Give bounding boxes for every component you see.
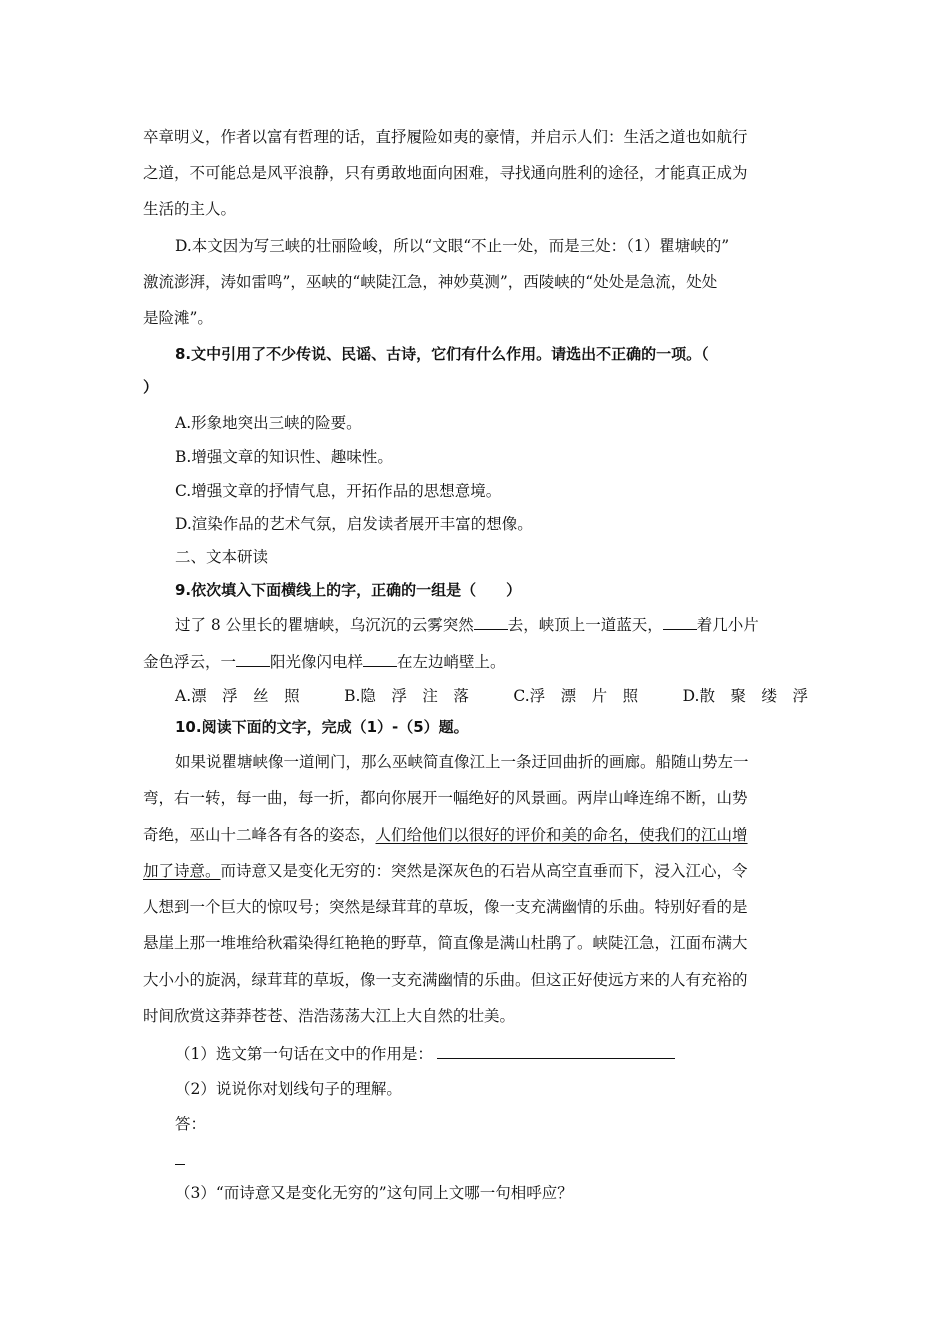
- question-9-option-a: A.漂 浮 丝 照: [175, 687, 300, 705]
- question-9-option-c: C.浮 漂 片 照: [513, 687, 639, 705]
- fill-blank: [236, 652, 270, 667]
- sub-question-3: （3）“而诗意又是变化无穷的”这句同上文哪一句相呼应？: [175, 1184, 573, 1202]
- text-line: 卒章明义，作者以富有哲理的话，直抒履险如夷的豪情，并启示人们：生活之道也如航行: [143, 128, 748, 146]
- question-9-title: 9.依次填入下面横线上的字，正确的一组是（ ）: [175, 581, 522, 599]
- answer-rule: [175, 1164, 185, 1165]
- sub-question-2: （2）说说你对划线句子的理解。: [175, 1080, 402, 1098]
- question-9-option-b: B.隐 浮 注 落: [344, 687, 469, 705]
- section-heading: 二、文本研读: [175, 548, 269, 566]
- passage-line: 奇绝，巫山十二峰各有各的姿态，人们给他们以很好的评价和美的命名，使我们的江山增: [143, 826, 748, 844]
- question-8-option-a: A.形象地突出三峡的险要。: [175, 414, 362, 432]
- underlined-sentence: 加了诗意。: [143, 862, 221, 880]
- passage-line: 大小小的旋涡，绿茸茸的草坂，像一支充满幽情的乐曲。但这正好使远方来的人有充裕的: [143, 971, 748, 989]
- text-line: 是险滩”。: [143, 309, 213, 327]
- passage-line: 加了诗意。而诗意又是变化无穷的：突然是深灰色的石岩从高空直垂而下，浸入江心，令: [143, 862, 748, 880]
- question-8-option-d: D.渲染作品的艺术气氛，启发读者展开丰富的想像。: [175, 515, 533, 533]
- question-8-option-b: B.增强文章的知识性、趣味性。: [175, 448, 393, 466]
- question-8-title: 8.文中引用了不少传说、民谣、古诗，它们有什么作用。请选出不正确的一项。（: [175, 345, 709, 363]
- question-9-passage-line: 过了 8 公里长的瞿塘峡，乌沉沉的云雾突然 去，峡顶上一道蓝天， 着几小片: [175, 616, 759, 634]
- text-line: 激流澎湃，涛如雷鸣”，巫峡的“峡陡江急，神妙莫测”，西陵峡的“处处是急流，处处: [143, 273, 718, 291]
- fill-blank: [663, 615, 697, 630]
- question-9-option-d: D.散 聚 缕 浮: [682, 687, 808, 705]
- underlined-sentence: 人们给他们以很好的评价和美的命名，使我们的江山增: [375, 826, 748, 844]
- passage-line: 时间欣赏这莽莽苍苍、浩浩荡荡大江上大自然的壮美。: [143, 1007, 516, 1025]
- question-8-title-end: ）: [143, 378, 159, 396]
- fill-blank: [474, 615, 508, 630]
- text-line: 之道，不可能总是风平浪静，只有勇敢地面向困难，寻找通向胜利的途径，才能真正成为: [143, 164, 748, 182]
- answer-line: [437, 1043, 675, 1059]
- question-9-options: [175, 685, 840, 707]
- passage-line: 悬崖上那一堆堆给秋霜染得红艳艳的野草，简直像是满山杜鹃了。峡陡江急，江面布满大: [143, 934, 748, 952]
- passage-line: 人想到一个巨大的惊叹号；突然是绿茸茸的草坂，像一支充满幽情的乐曲。特别好看的是: [143, 898, 748, 916]
- passage-line: 弯，右一转，每一曲，每一折，都向你展开一幅绝好的风景画。两岸山峰连绵不断，山势: [143, 789, 748, 807]
- passage-line: 如果说瞿塘峡像一道闸门，那么巫峡简直像江上一条迂回曲折的画廊。船随山势左一: [175, 753, 749, 771]
- answer-label: 答：: [175, 1115, 207, 1133]
- question-9-passage-line: 金色浮云，一 阳光像闪电样 在左边峭壁上。: [143, 653, 506, 671]
- question-10-title: 10.阅读下面的文字，完成（1）-（5）题。: [175, 718, 469, 736]
- text-line: 生活的主人。: [143, 200, 237, 218]
- fill-blank: [363, 652, 397, 667]
- question-8-option-c: C.增强文章的抒情气息，开拓作品的思想意境。: [175, 482, 502, 500]
- sub-question-1: （1）选文第一句话在文中的作用是：: [175, 1043, 840, 1065]
- option-d-line: D.本文因为写三峡的壮丽险峻，所以“文眼“不止一处，而是三处：（1）瞿塘峡的”: [175, 237, 730, 255]
